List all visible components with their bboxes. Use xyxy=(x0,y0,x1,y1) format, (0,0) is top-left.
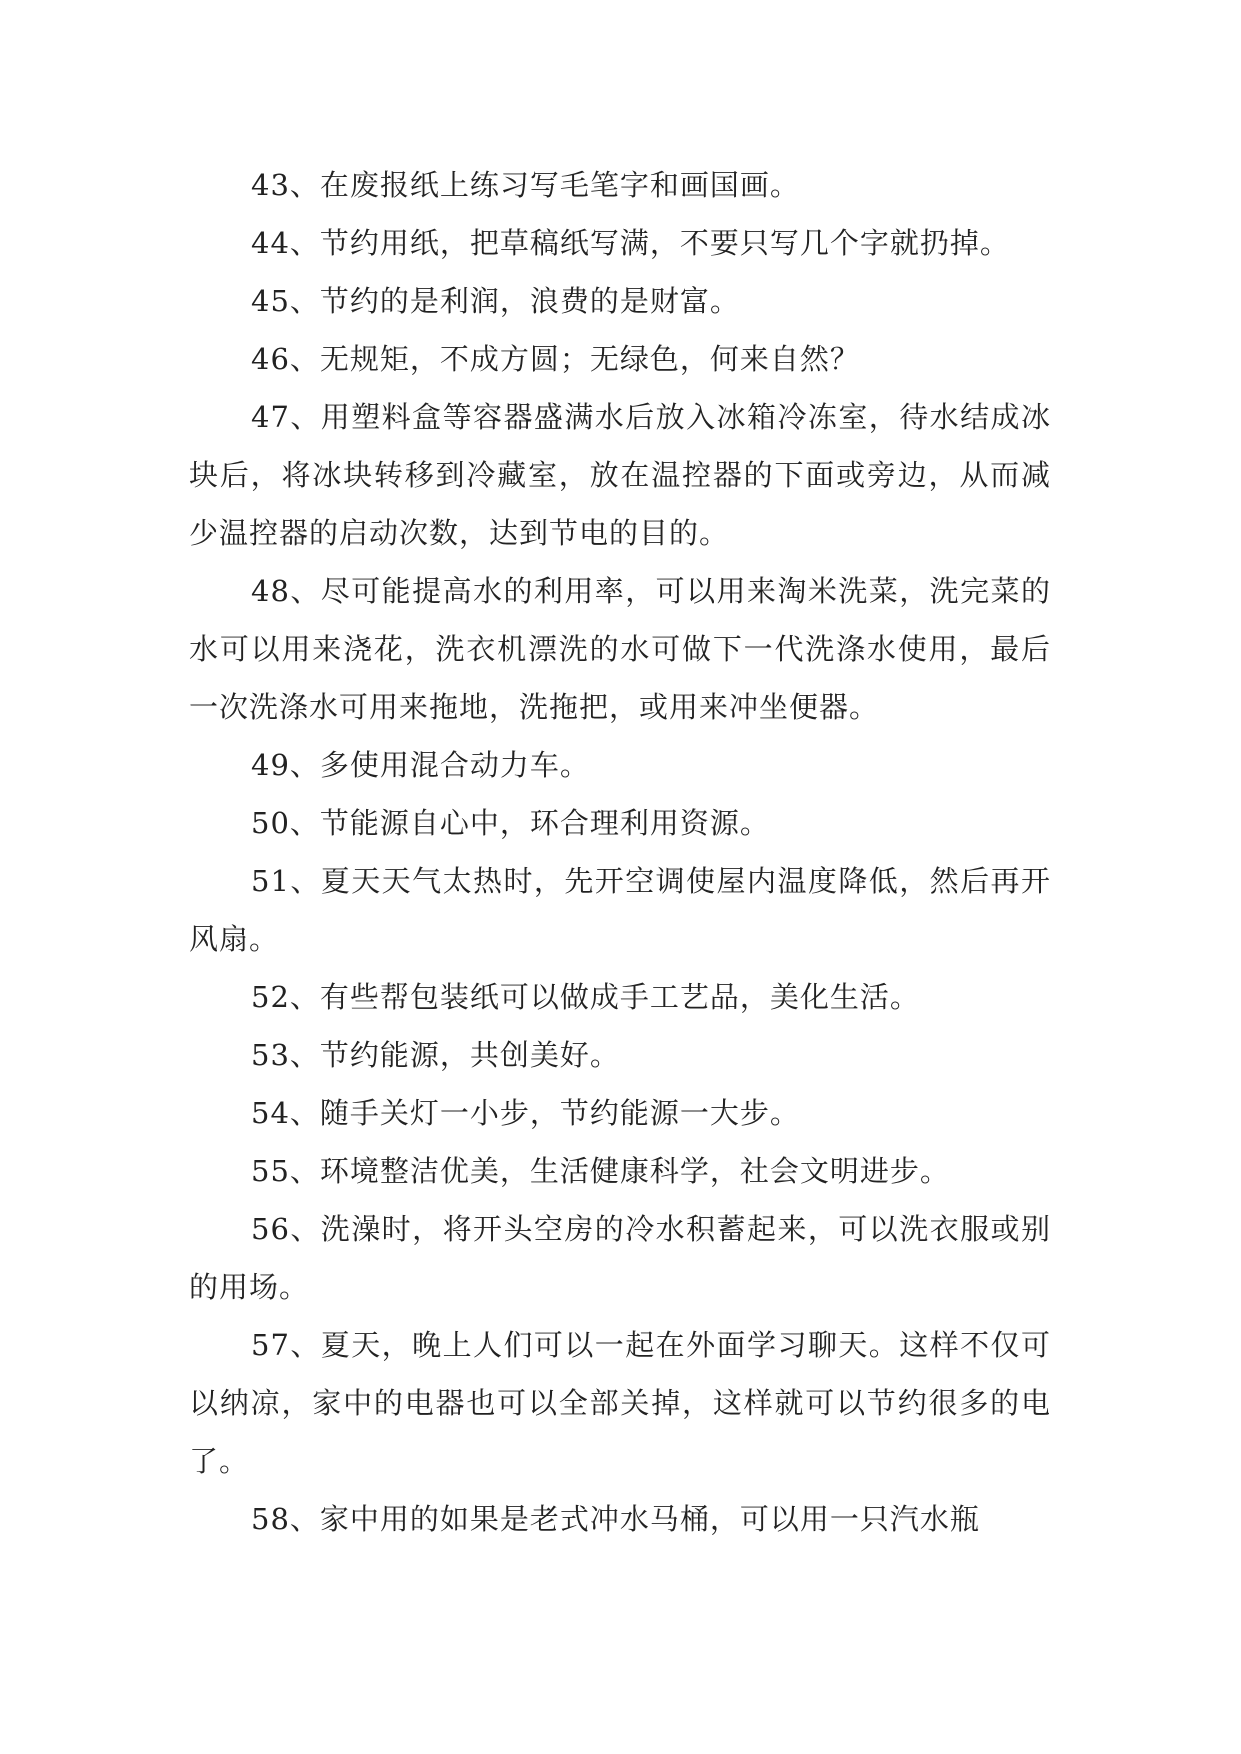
paragraph-49: 49、多使用混合动力车。 xyxy=(251,748,590,782)
paragraph-57: 57、夏天，晚上人们可以一起在外面学习聊天。这样不仅可以纳凉，家中的电器也可以全部关掉，这样就可以节约很多的电了。 xyxy=(189,1328,1051,1478)
paragraph-55: 55、环境整洁优美，生活健康科学，社会文明进步。 xyxy=(251,1154,950,1188)
paragraph-46: 46、无规矩，不成方圆；无绿色，何来自然？ xyxy=(251,342,860,376)
paragraph-53: 53、节约能源，共创美好。 xyxy=(251,1038,620,1072)
paragraph-56: 56、洗澡时，将开头空房的冷水积蓄起来，可以洗衣服或别的用场。 xyxy=(189,1212,1051,1304)
paragraph-48: 48、尽可能提高水的利用率，可以用来淘米洗菜，洗完菜的水可以用来浇花，洗衣机漂洗的水可做下一代洗涤水使用，最后一次洗涤水可用来拖地，洗拖把，或用来冲坐便器。 xyxy=(189,574,1051,724)
paragraph-50: 50、节能源自心中，环合理利用资源。 xyxy=(251,806,770,840)
document-body xyxy=(189,156,1051,1548)
paragraph-45: 45、节约的是利润，浪费的是财富。 xyxy=(251,284,740,318)
paragraph-51: 51、夏天天气太热时，先开空调使屋内温度降低，然后再开风扇。 xyxy=(189,864,1051,956)
paragraph-44: 44、节约用纸，把草稿纸写满，不要只写几个字就扔掉。 xyxy=(251,226,1010,260)
paragraph-54: 54、随手关灯一小步，节约能源一大步。 xyxy=(251,1096,800,1130)
paragraph-52: 52、有些帮包装纸可以做成手工艺品，美化生活。 xyxy=(251,980,920,1014)
paragraph-58: 58、家中用的如果是老式冲水马桶，可以用一只汽水瓶 xyxy=(251,1502,980,1536)
paragraph-47: 47、用塑料盒等容器盛满水后放入冰箱冷冻室，待水结成冰块后，将冰块转移到冷藏室，放在温控器的下面或旁边，从而减少温控器的启动次数，达到节电的目的。 xyxy=(189,400,1051,550)
paragraph-43: 43、在废报纸上练习写毛笔字和画国画。 xyxy=(251,168,800,202)
